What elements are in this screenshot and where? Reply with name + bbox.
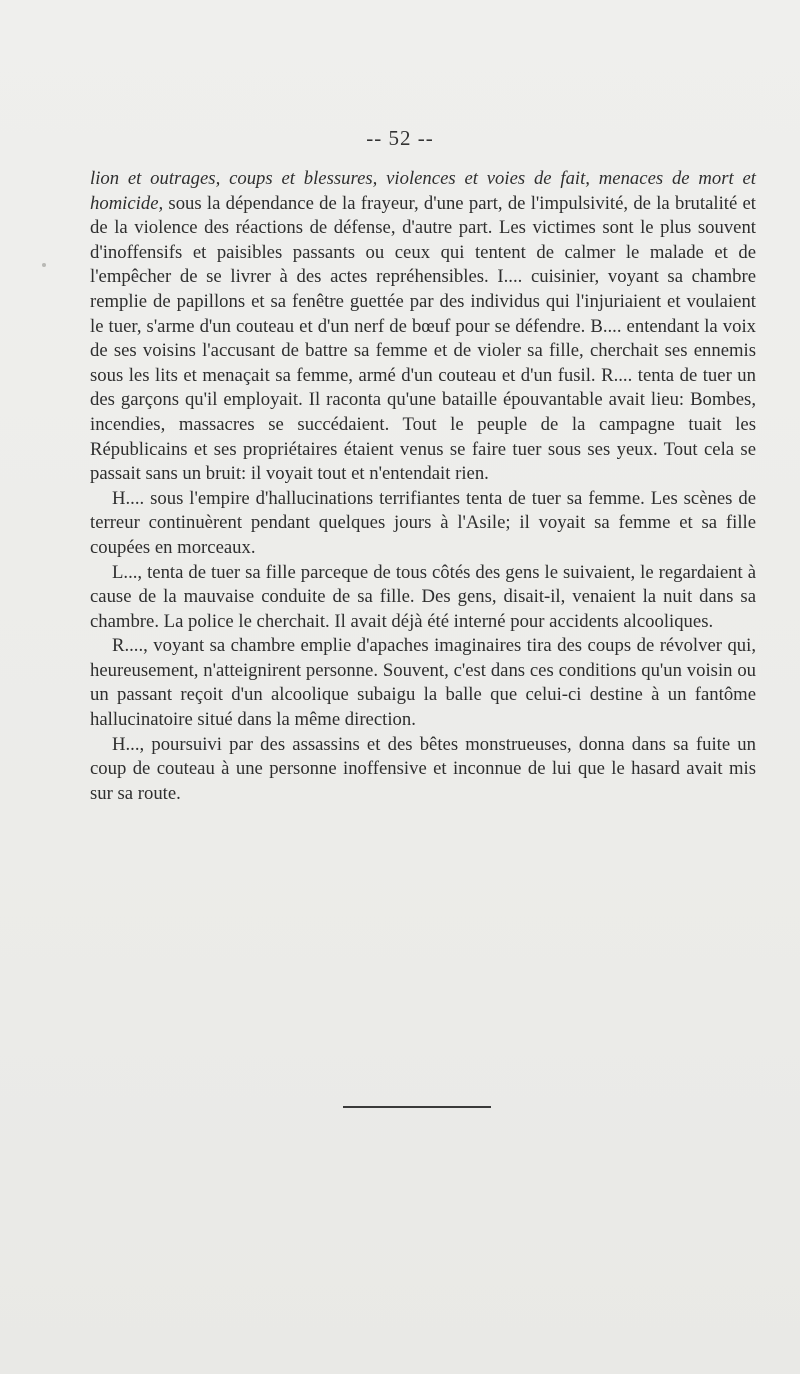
italic-lead: lion et outrages, coups et blessures, violences et voies de fait, menaces de mort et homicide, bbox=[90, 168, 756, 214]
paragraph-3: L..., tenta de tuer sa fille parceque de tous côtés des gens le suivaient, le regardaient à cause de la mauvaise conduite de sa fille. Des gens, disait-il, venaient la nuit dans sa chambre. La police le cherchait. Il avait déjà été interné pour accidents alcooliques. bbox=[90, 561, 756, 632]
paragraph-text: sous la dépendance de la frayeur, d'une part, de l'impulsivité, de la brutalité et de la violence des réactions de défense, d'autre part. Les victimes sont le plus souvent d'inoffensifs et paisibles passants ou ceux qui tentent de calmer le malade et de l'empêcher de se livrer à des actes repréhensibles. I.... cuisinier, voyant sa chambre remplie de papillons et sa fenêtre guettée par des individus qui l'injuriaient et voulaient le tuer, s'arme d'un couteau et d'un nerf de bœuf pour se défendre. B.... entendant la voix de ses voisins l'accusant de battre sa femme et de violer sa fille, cherchait ses ennemis sous les lits et menaçait sa femme, armé d'un couteau et d'un fusil. R.... tenta de tuer un des garçons qu'il employait. Il raconta qu'une bataille épouvantable avait lieu: Bombes, incendies, massacres se succédaient. Tout le peuple de la campagne tuait les Républicains et ses propriétaires étaient venus se faire tuer sous ses yeux. Tout cela se passait sans un bruit: il voyait tout et n'entendait rien. bbox=[90, 192, 756, 485]
paragraph-5: H..., poursuivi par des assassins et des bêtes monstrueuses, donna dans sa fuite un coup de couteau à une personne inoffensive et inconnue de lui que le hasard avait mis sur sa route. bbox=[90, 733, 756, 804]
paragraph-1 bbox=[90, 167, 756, 487]
paragraph-2: H.... sous l'empire d'hallucinations terrifiantes tenta de tuer sa femme. Les scènes de terreur continuèrent pendant quelques jours à l'Asile; il voyait sa femme et sa fille coupées en morceaux. bbox=[90, 487, 756, 558]
page-number: -- 52 -- bbox=[366, 126, 434, 150]
paragraph-4: R...., voyant sa chambre emplie d'apaches imaginaires tira des coups de révolver qui, heureusement, n'atteignirent personne. Souvent, c'est dans ces conditions qu'un voisin ou un passant reçoit d'un alcoolique subaigu la balle que celui-ci destine à un fantôme hallucinatoire situé dans la même direction. bbox=[90, 635, 756, 731]
paper-speck bbox=[42, 263, 46, 267]
body-text bbox=[90, 167, 756, 806]
section-divider bbox=[343, 1106, 491, 1108]
